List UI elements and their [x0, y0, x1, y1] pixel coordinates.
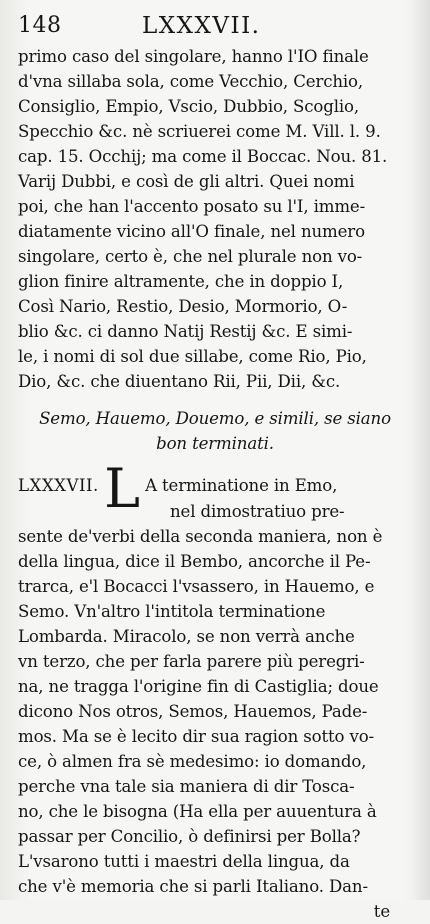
- section-number: LXXXVII.: [18, 476, 99, 495]
- text-line: diatamente vicino all'O finale, nel numero: [18, 222, 365, 241]
- text-line: primo caso del singolare, hanno l'IO finale: [18, 47, 369, 66]
- text-line: Lombarda. Miracolo, se non verrà anche: [18, 627, 355, 646]
- paragraph-continued: [18, 44, 412, 394]
- text-line: singolare, certo è, che nel plurale non vo-: [18, 247, 363, 266]
- text-line: passar per Concilio, ò definirsi per Bolla?: [18, 827, 361, 846]
- text-line: perche vna tale sia maniera di dir Tosca-: [18, 777, 355, 796]
- text-line: che v'è memoria che si parli Italiano. Dan-: [18, 877, 368, 896]
- drop-cap: L: [104, 457, 140, 520]
- page-number: 148: [18, 13, 62, 38]
- text-line: Consiglio, Empio, Vscio, Dubbio, Scoglio,: [18, 97, 360, 116]
- text-line: Dio, &c. che diuentano Rii, Pii, Dii, &c.: [18, 372, 341, 391]
- text-line: blio &c. ci danno Natij Restij &c. E simi-: [18, 322, 353, 341]
- section-title-line: bon terminati.: [156, 434, 274, 453]
- text-line: ce, ò almen fra sè medesimo: io domando,: [18, 752, 367, 771]
- section-title: [18, 406, 412, 456]
- text-line: d'vna sillaba sola, come Vecchio, Cerchio,: [18, 72, 364, 91]
- text-line: na, ne tragga l'origine fin di Castiglia; doue: [18, 677, 379, 696]
- text-line: Specchio &c. nè scriuerei come M. Vill. l. 9.: [18, 122, 381, 141]
- text-line: della lingua, dice il Bembo, ancorche il Pe-: [18, 552, 371, 571]
- section-second-line: nel dimostratiuo pre-: [170, 502, 345, 521]
- text-line: cap. 15. Occhij; ma come il Boccac. Nou. 81.: [18, 147, 388, 166]
- text-line: trarca, e'l Bocacci l'vsassero, in Hauemo, e: [18, 577, 375, 596]
- page-header: [18, 8, 412, 44]
- running-title: LXXXVII.: [142, 13, 261, 39]
- text-line: dicono Nos otros, Semos, Hauemos, Pade-: [18, 702, 368, 721]
- section-opening-text: A terminatione in Emo,: [145, 476, 338, 495]
- section-title-line: Semo, Hauemo, Douemo, e simili, se siano: [39, 409, 391, 428]
- text-line: sente de'verbi della seconda maniera, non è: [18, 527, 383, 546]
- text-line: poi, che han l'accento posato su l'I, imme-: [18, 197, 366, 216]
- text-line: mos. Ma se è lecito dir sua ragion sotto vo-: [18, 727, 375, 746]
- text-line: no, che le bisogna (Ha ella per auuentura à: [18, 802, 377, 821]
- text-line: L'vsarono tutti i maestri della lingua, da: [18, 852, 350, 871]
- text-line: le, i nomi di sol due sillabe, come Rio, Pio,: [18, 347, 367, 366]
- text-line: Così Nario, Restio, Desio, Mormorio, O-: [18, 297, 348, 316]
- text-line: Semo. Vn'altro l'intitola terminatione: [18, 602, 326, 621]
- text-line: Varij Dubbi, e così de gli altri. Quei nomi: [18, 172, 355, 191]
- catchword: te: [373, 902, 390, 921]
- text-line: glion finire altramente, che in doppio I,: [18, 272, 344, 291]
- page-edge-shadow: [412, 0, 430, 900]
- section-body: [18, 457, 412, 924]
- text-line: vn terzo, che per farla parere più peregri-: [18, 652, 365, 671]
